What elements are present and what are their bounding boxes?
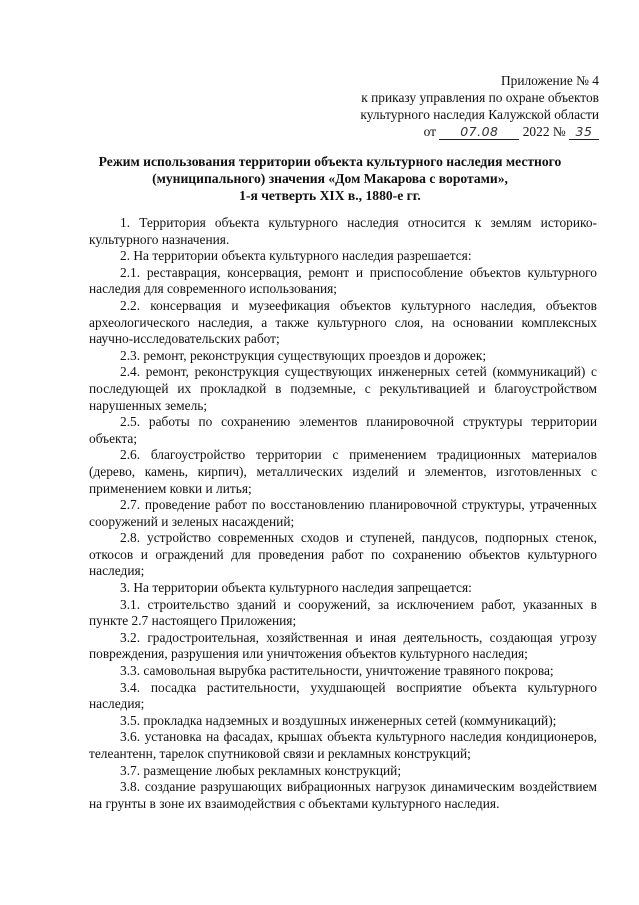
paragraph: 3.3. самовольная вырубка растительности, уничтожение травяного покрова;	[120, 663, 554, 679]
paragraph: 2.8. устройство современных сходов и ступеней, пандусов, подпорных стенок, откосов и ограждений для проведения работ по сохранению объектов культурного наследия;	[89, 530, 597, 579]
paragraph: 3.4. посадка растительности, ухудшающей восприятие объекта культурного наследия;	[89, 679, 597, 712]
document-title	[60, 153, 600, 204]
handwritten-date: 07.08	[460, 124, 499, 139]
title-line-2: (муниципального) значения «Дом Макарова с воротами»,	[152, 171, 508, 186]
paragraph: 2.1. реставрация, консервация, ремонт и приспособление объектов культурного наследия для современного использования;	[89, 264, 597, 297]
appendix-number: Приложение № 4	[500, 73, 599, 88]
paragraph: 3.5. прокладка надземных и воздушных инженерных сетей (коммуникаций);	[120, 712, 557, 728]
order-reference: к приказу управления по охране объектов	[361, 90, 599, 105]
paragraph: 3.1. строительство зданий и сооружений, за исключением работ, указанных в пункте 2.7 настоящего Приложения;	[89, 596, 597, 629]
title-line-3: 1-я четверть XIX в., 1880-е гг.	[239, 188, 421, 203]
paragraph: 2.3. ремонт, реконструкция существующих проездов и дорожек;	[120, 347, 487, 363]
document-body	[89, 215, 597, 812]
title-line-1: Режим использования территории объекта культурного наследия местного	[98, 154, 562, 169]
paragraph: 3.6. установка на фасадах, крышах объекта культурного наследия кондиционеров, телеантенн, тарелок спутниковой связи и рекламных конструкций;	[89, 729, 597, 761]
date-field	[439, 125, 519, 140]
paragraph: 2. На территории объекта культурного наследия разрешается:	[120, 248, 472, 264]
order-date-line	[299, 123, 599, 140]
appendix-header	[299, 72, 599, 140]
paragraph: 2.5. работы по сохранению элементов планировочной структуры территории объекта;	[89, 414, 597, 446]
paragraph: 1. Территория объекта культурного наследия относится к землям историко-культурного назначения.	[89, 215, 597, 247]
paragraph: 2.6. благоустройство территории с применением традиционных материалов (дерево, камень, кирпич), металлических изделий и элементов, изготовленных с применением ковки и литья;	[89, 447, 597, 496]
paragraph: 3.2. градостроительная, хозяйственная и иная деятельность, создающая угрозу повреждения, разрушения или уничтожения объектов культурного наследия;	[89, 629, 597, 662]
paragraph: 3.7. размещение любых рекламных конструкций;	[120, 762, 402, 778]
date-prefix: от	[423, 124, 437, 139]
paragraph: 2.2. консервация и музеефикация объектов культурного наследия, объектов археологического наследия, а также культурного слоя, на основании комплексных научно-исследовательских работ;	[89, 297, 597, 347]
handwritten-number: 35	[575, 124, 593, 139]
number-field	[569, 125, 599, 140]
paragraph: 3. На территории объекта культурного наследия запрещается:	[120, 580, 472, 596]
paragraph: 2.7. проведение работ по восстановлению планировочной структуры, утраченных сооружений и зеленых насаждений;	[89, 497, 597, 529]
paragraph: 3.8. создание разрушающих вибрационных нагрузок динамическим воздействием на грунты в зоне их взаимодействия с объектами культурного наследия.	[89, 779, 597, 811]
year-and-number-label: 2022 №	[522, 124, 566, 139]
paragraph: 2.4. ремонт, реконструкция существующих инженерных сетей (коммуникаций) с последующей их прокладкой в подземные, с рекультивацией и благоустройством нарушенных земель;	[89, 364, 597, 413]
order-authority: культурного наследия Калужской области	[360, 107, 599, 122]
